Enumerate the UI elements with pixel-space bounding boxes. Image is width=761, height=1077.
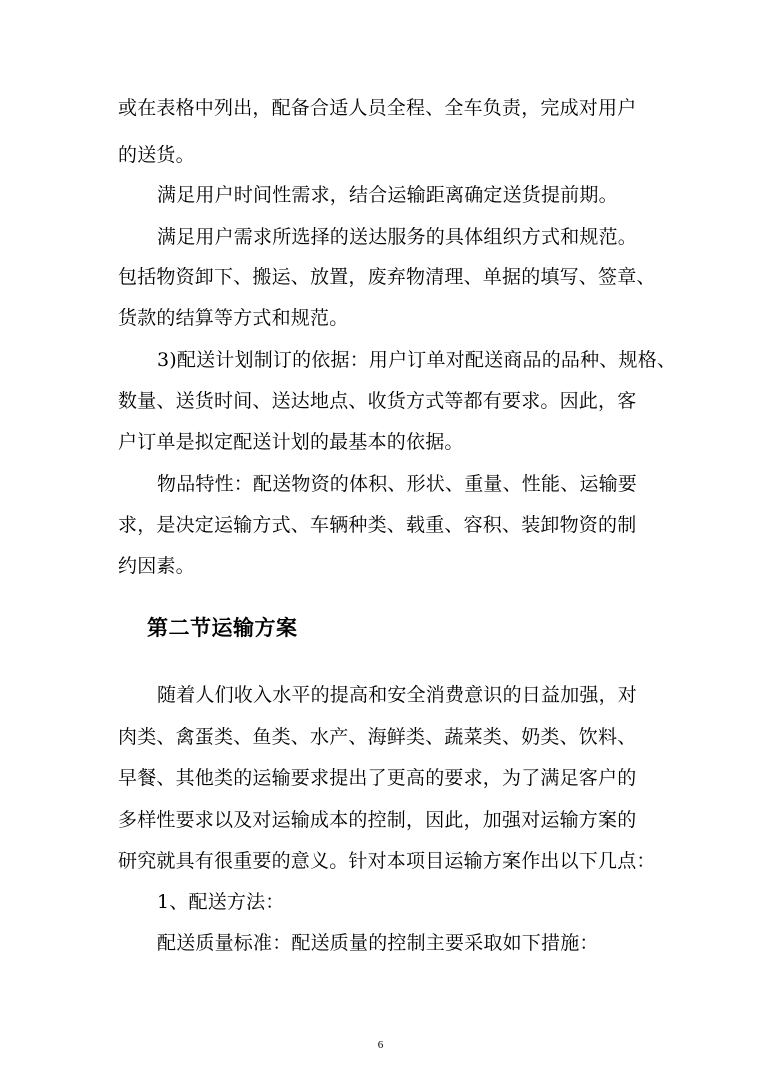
- body-line: 3)配送计划制订的依据：用户订单对配送商品的品种、规格、: [157, 349, 677, 371]
- section-line: 随着人们收入水平的提高和安全消费意识的日益加强，对: [157, 684, 638, 706]
- section-line: 配送质量标准：配送质量的控制主要采取如下措施：: [157, 932, 599, 954]
- section-heading: 第二节运输方案: [147, 616, 298, 640]
- section-line: 多样性要求以及对运输成本的控制，因此，加强对运输方案的: [118, 809, 637, 831]
- page-number: 6: [377, 1039, 384, 1051]
- section-line: 肉类、禽蛋类、鱼类、水产、海鲜类、蔬菜类、奶类、饮料、: [118, 726, 637, 748]
- body-line: 的送货。: [118, 144, 195, 166]
- section-line: 早餐、其他类的运输要求提出了更高的要求，为了满足客户的: [118, 767, 637, 789]
- body-line: 户订单是拟定配送计划的最基本的依据。: [118, 431, 464, 453]
- section-line: 1、配送方法：: [157, 891, 285, 913]
- body-line: 求，是决定运输方式、车辆种类、载重、容积、装卸物资的制: [118, 514, 637, 536]
- section-line: 研究就具有很重要的意义。针对本项目运输方案作出以下几点：: [118, 850, 656, 872]
- body-line: 满足用户需求所选择的送达服务的具体组织方式和规范。: [157, 226, 638, 248]
- body-line: 或在表格中列出，配备合适人员全程、全车负责，完成对用户: [118, 97, 637, 119]
- body-line: 满足用户时间性需求，结合运输距离确定送货提前期。: [157, 184, 618, 206]
- body-line: 数量、送货时间、送达地点、收货方式等都有要求。因此，客: [118, 390, 637, 412]
- body-line: 约因素。: [118, 555, 195, 577]
- body-line: 货款的结算等方式和规范。: [118, 307, 349, 329]
- body-line: 包括物资卸下、搬运、放置，废弃物清理、单据的填写、签章、: [118, 266, 656, 288]
- body-line: 物品特性：配送物资的体积、形状、重量、性能、运输要: [157, 473, 638, 495]
